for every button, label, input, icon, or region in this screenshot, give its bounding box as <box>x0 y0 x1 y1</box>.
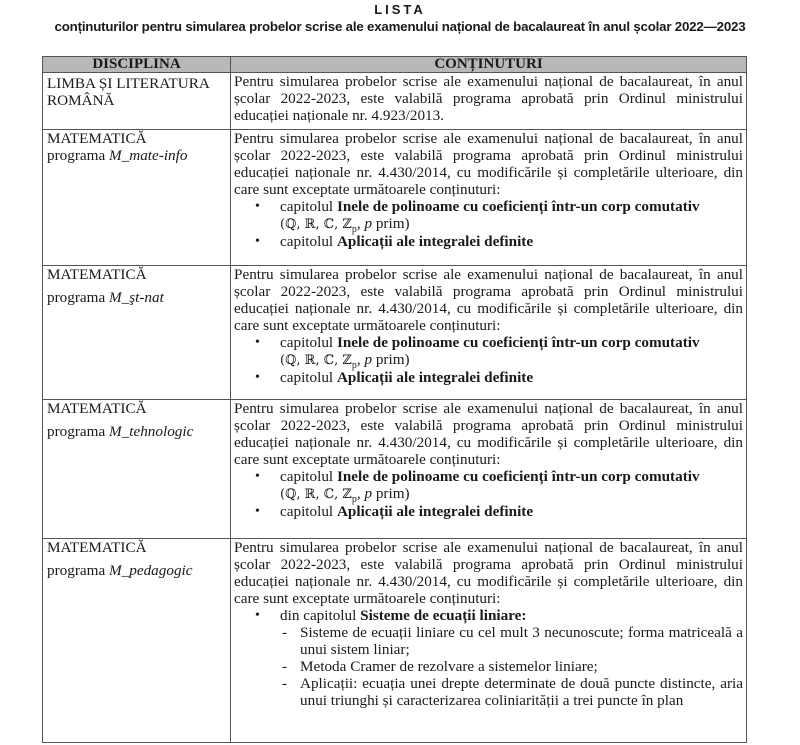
bullet-icon: • <box>255 469 260 484</box>
dash-icon: - <box>282 675 288 692</box>
contents-cell <box>231 130 747 266</box>
sub-list-item: - Sisteme de ecuații liniare cu cel mult 3 necunoscute; forma matriceală a unui sistem liniar; <box>282 624 743 658</box>
excluded-subitems <box>280 624 743 709</box>
sub-list-item: - Aplicații: ecuația unei drepte determinate de două puncte distincte, aria unui triunghi și caracterizarea coliniarității a trei puncte în plan <box>282 675 743 709</box>
discipline-cell <box>43 266 231 400</box>
number-sets: (ℚ, ℝ, ℂ, ℤ <box>280 353 352 368</box>
contents-cell <box>231 539 747 743</box>
bullet-icon: • <box>255 335 260 350</box>
bullet-icon: • <box>255 608 260 623</box>
contents-intro: Pentru simularea probelor scrise ale examenului național de bacalaureat, în anul școlar 2022-2023, este valabilă programa aprobată prin Ordinul ministrului educației naționale nr. 4.430/2014, cu modificările și completările ulterioare, din care sunt exceptate următoarele conținuturi: <box>234 130 743 198</box>
document-subtitle: conținuturilor pentru simularea probelor scrise ale examenului național de bacalaureat în anul școlar 2022—2023 <box>54 19 746 34</box>
program-label: programa M_pedagogic <box>47 562 193 579</box>
contents-cell <box>231 73 747 130</box>
chapter-title: Aplicații ale integralei definite <box>336 503 534 520</box>
excluded-list <box>234 198 743 250</box>
table-row <box>43 130 747 266</box>
chapter-title: Aplicații ale integralei definite <box>336 233 534 250</box>
program-label: programa M_mate-info <box>47 147 188 164</box>
number-sets: (ℚ, ℝ, ℂ, ℤ <box>280 487 352 502</box>
sub-list-item: - Metoda Cramer de rezolvare a sistemelor liniare; <box>282 658 598 675</box>
program-name: M_tehnologic <box>109 423 194 440</box>
list-item: • capitolul Inele de polinoame cu coeficienți într-un corp comutativ (ℚ, ℝ, ℂ, ℤ$_p$, p prim) <box>255 198 700 236</box>
document-title: LISTA <box>374 2 426 17</box>
bullet-icon: • <box>255 234 260 249</box>
discipline-name: MATEMATICĂ <box>47 266 147 283</box>
chapter-title: Inele de polinoame cu coeficienți într-un corp comutativ <box>336 334 700 351</box>
list-item: • capitolul Aplicații ale integralei definite <box>255 233 534 250</box>
table-row <box>43 400 747 539</box>
dash-icon: - <box>282 624 288 641</box>
contents-intro: Pentru simularea probelor scrise ale examenului național de bacalaureat, în anul școlar 2022-2023, este valabilă programa aprobată prin Ordinul ministrului educației naționale nr. 4.430/2014, cu modificările și completările ulterioare, din care sunt exceptate următoarele conținuturi: <box>234 539 743 607</box>
excluded-list <box>234 607 743 709</box>
contents-cell <box>231 400 747 539</box>
list-item: • capitolul Inele de polinoame cu coeficienți într-un corp comutativ (ℚ, ℝ, ℂ, ℤ$_p$, p prim) <box>255 468 700 506</box>
contents-intro: Pentru simularea probelor scrise ale examenului național de bacalaureat, în anul școlar 2022-2023, este valabilă programa aprobată prin Ordinul ministrului educației naționale nr. 4.430/2014, cu modificările și completările ulterioare, din care sunt exceptate următoarele conținuturi: <box>234 400 743 468</box>
program-name: M_şt-nat <box>109 289 164 306</box>
chapter-title: Inele de polinoame cu coeficienți într-un corp comutativ <box>336 198 700 215</box>
chapter-title: Aplicații ale integralei definite <box>336 369 534 386</box>
program-label: programa M_tehnologic <box>47 423 194 440</box>
bullet-icon: • <box>255 370 260 385</box>
table-row <box>43 73 747 130</box>
contents-intro: Pentru simularea probelor scrise ale examenului național de bacalaureat, în anul școlar 2022-2023, este valabilă programa aprobată prin Ordinul ministrului educației naționale nr. 4.430/2014, cu modificările și completările ulterioare, din care sunt exceptate următoarele conținuturi: <box>234 266 743 334</box>
table-row <box>43 539 747 743</box>
bullet-icon: • <box>255 504 260 519</box>
column-header-discipline: DISCIPLINA <box>43 57 231 73</box>
discipline-name: MATEMATICĂ <box>47 400 147 417</box>
discipline-cell <box>43 130 231 266</box>
column-header-contents: CONȚINUTURI <box>231 57 747 73</box>
chapter-title: Inele de polinoame cu coeficienți într-un corp comutativ <box>336 468 700 485</box>
bullet-icon: • <box>255 199 260 214</box>
discipline-name: MATEMATICĂ <box>47 130 147 147</box>
contents-cell <box>231 266 747 400</box>
program-name: M_mate-info <box>109 147 188 164</box>
chapter-title: Sisteme de ecuații liniare: <box>360 607 527 624</box>
discipline-cell <box>43 73 231 130</box>
excluded-list <box>234 468 743 520</box>
table-row <box>43 266 747 400</box>
list-item: • capitolul Aplicații ale integralei definite <box>255 369 534 386</box>
discipline-cell <box>43 400 231 539</box>
number-sets: (ℚ, ℝ, ℂ, ℤ <box>280 217 352 232</box>
list-item: • capitolul Aplicații ale integralei definite <box>255 503 534 520</box>
table-header-row <box>43 57 747 73</box>
discipline-name: LIMBA ȘI LITERATURA ROMÂNĂ <box>47 75 210 109</box>
discipline-cell <box>43 539 231 743</box>
discipline-name: MATEMATICĂ <box>47 539 147 556</box>
excluded-list <box>234 334 743 386</box>
dash-icon: - <box>282 658 288 675</box>
list-item: • din capitolul Sisteme de ecuații liniare: - Sisteme de ecuații liniare cu cel mult 3 necunoscute; forma matriceală a unui sistem liniar; - Metoda Cramer de rezolvare a sistemelor liniare; - Aplicații: ecuația unei drepte determinate de două puncte distincte, aria unui triunghi și caracterizarea coliniarității a trei puncte în plan <box>255 607 743 709</box>
program-label: programa M_şt-nat <box>47 289 164 306</box>
contents-intro: Pentru simularea probelor scrise ale examenului național de bacalaureat, în anul școlar 2022-2023, este valabilă programa aprobată prin Ordinul ministrului educației naționale nr. 4.923/2013. <box>234 73 743 124</box>
program-name: M_pedagogic <box>109 562 193 579</box>
list-item: • capitolul Inele de polinoame cu coeficienți într-un corp comutativ (ℚ, ℝ, ℂ, ℤ$_p$, p prim) <box>255 334 700 372</box>
content-table <box>42 56 747 743</box>
